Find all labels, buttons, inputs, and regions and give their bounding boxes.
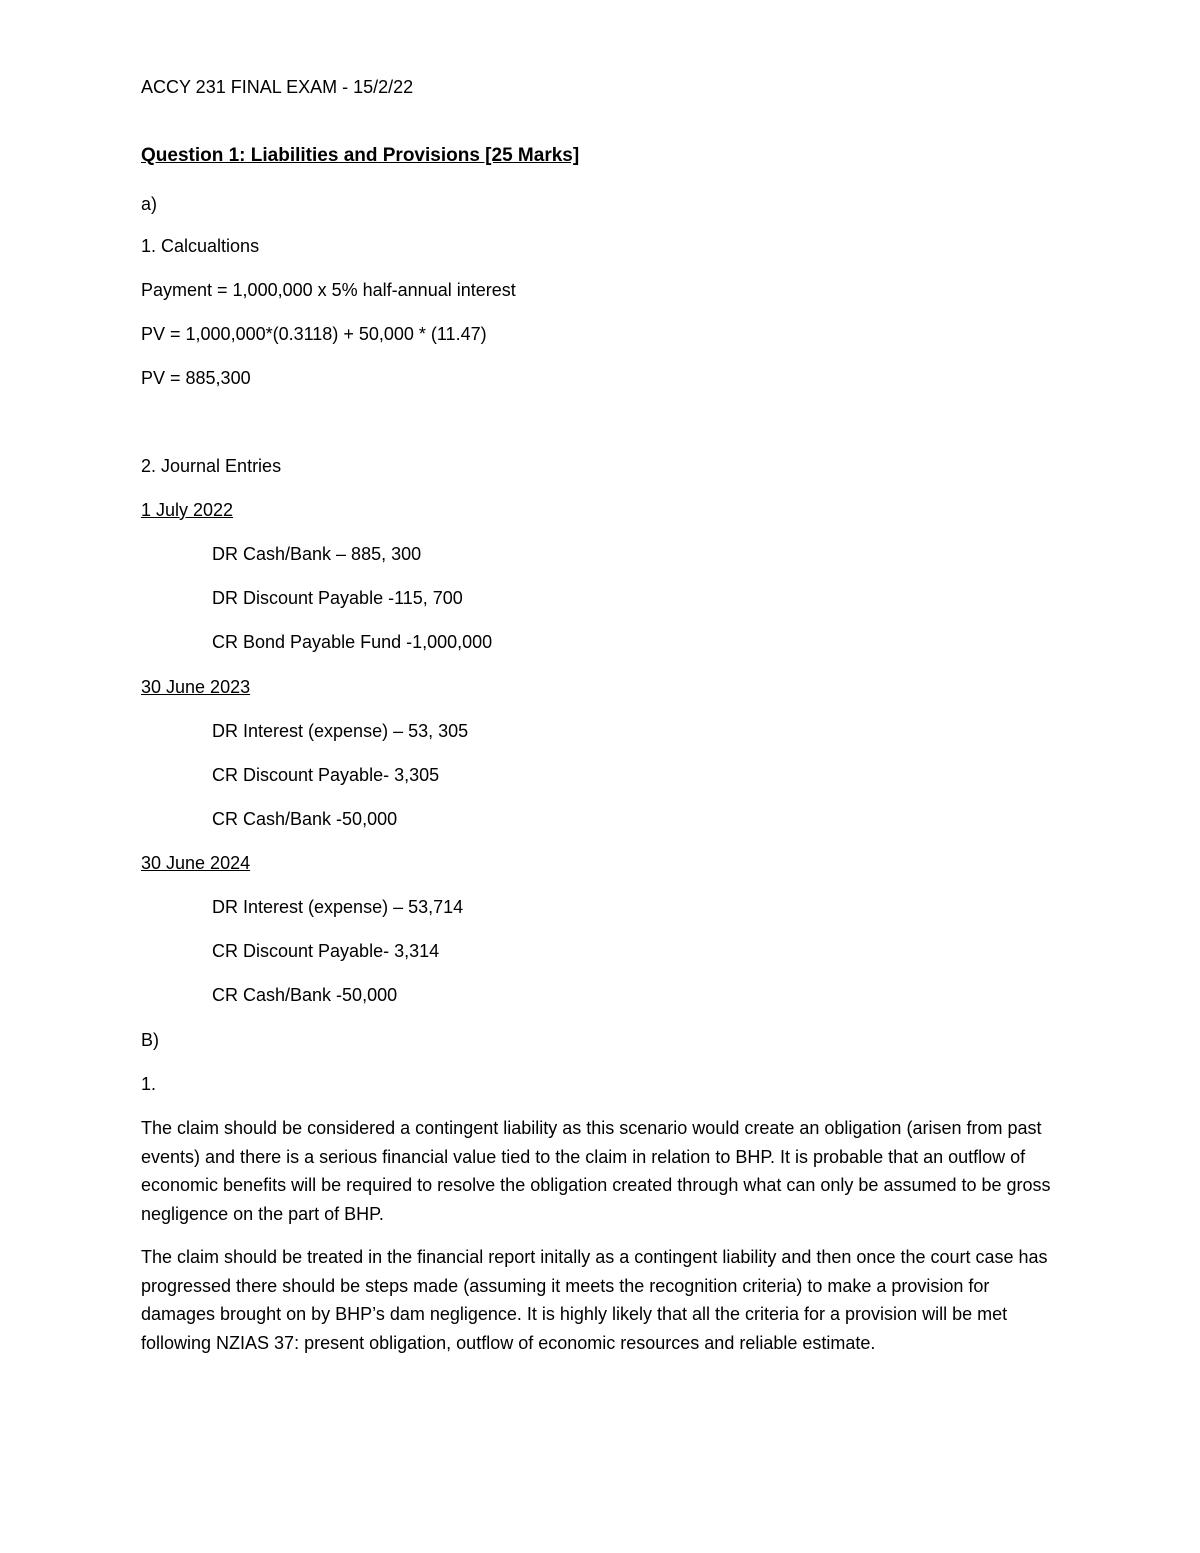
journal-entries-label: 2. Journal Entries (141, 456, 282, 476)
entry-date: 1 July 2022 (141, 500, 234, 520)
entry-line: CR Cash/Bank -50,000 (212, 985, 398, 1005)
part-b-label: B) (141, 1030, 159, 1050)
part-b-item-label: 1. (141, 1074, 157, 1094)
calculations-label: 1. Calcualtions (141, 236, 260, 256)
entry-date: 30 June 2023 (141, 677, 251, 697)
entry-line: CR Bond Payable Fund -1,000,000 (212, 632, 493, 652)
answer-paragraph: The claim should be treated in the financial report initally as a contingent liability and then once the court case has progressed there should be steps made (assuming it meets the recognition criteria) to make a provision for damages brought on by BHP’s dam negligence. It is highly likely that all the criteria for a provision will be met following NZIAS 37: present obligation, outflow of economic resources and reliable estimate. (141, 1247, 1048, 1353)
calc-line-pv-result: PV = 885,300 (141, 368, 251, 388)
entry-line: DR Discount Payable -115, 700 (212, 588, 463, 608)
document-header: ACCY 231 FINAL EXAM - 15/2/22 (141, 77, 414, 97)
calc-line-payment: Payment = 1,000,000 x 5% half-annual interest (141, 280, 516, 300)
answer-paragraph: The claim should be considered a contingent liability as this scenario would create an obligation (arisen from past events) and there is a serious financial value tied to the claim in relation to BHP. It is probable that an outflow of economic benefits will be required to resolve the obligation created through what can only be assumed to be gross negligence on the part of BHP. (141, 1118, 1051, 1224)
entry-date: 30 June 2024 (141, 853, 251, 873)
entry-line: DR Interest (expense) – 53,714 (212, 897, 464, 917)
entry-line: CR Cash/Bank -50,000 (212, 809, 398, 829)
part-a-label: a) (141, 194, 158, 214)
question-heading: Question 1: Liabilities and Provisions [25 Marks] (141, 145, 580, 166)
calc-line-pv-formula: PV = 1,000,000*(0.3118) + 50,000 * (11.47) (141, 324, 487, 344)
entry-line: CR Discount Payable- 3,305 (212, 765, 440, 785)
entry-line: DR Cash/Bank – 885, 300 (212, 544, 422, 564)
entry-line: CR Discount Payable- 3,314 (212, 941, 440, 961)
entry-line: DR Interest (expense) – 53, 305 (212, 721, 469, 741)
